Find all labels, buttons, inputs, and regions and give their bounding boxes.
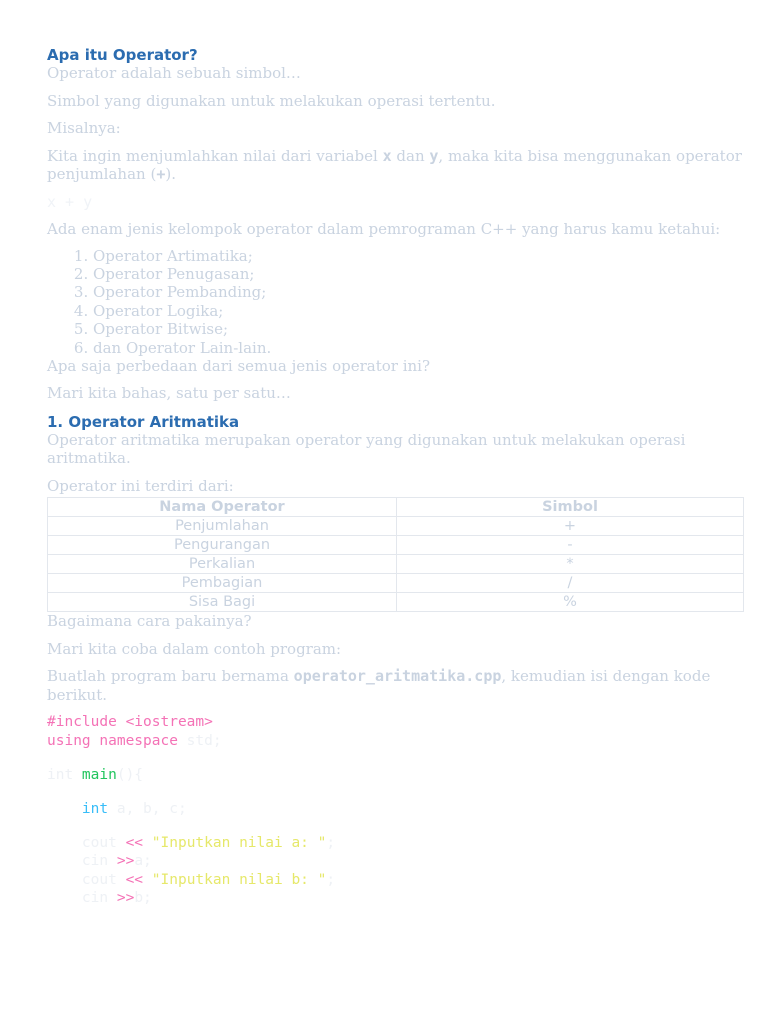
table-row — [48, 574, 744, 593]
list-item: 6. dan Operator Lain-lain. — [93, 339, 742, 357]
paragraph: Operator adalah sebuah simbol… — [47, 64, 301, 82]
paragraph: Simbol yang digunakan untuk melakukan operasi tertentu. — [47, 91, 496, 110]
table-cell: + — [397, 517, 744, 536]
paragraph: Operator aritmatika merupakan operator yang digunakan untuk melakukan operasi aritmatika. — [47, 430, 686, 468]
paragraph: Buatlah program baru bernama operator_aritmatika.cpp, kemudian isi dengan kode berikut. — [47, 667, 711, 704]
paragraph: Apa saja perbedaan dari semua jenis operator ini? — [47, 356, 431, 375]
paragraph: Operator ini terdiri dari: — [47, 476, 234, 495]
inline-code-y: y — [429, 146, 439, 165]
table-cell: Pengurangan — [48, 536, 397, 555]
code-using: using namespace — [47, 732, 178, 749]
paragraph-example: Kita ingin menjumlahkan nilai dari variabel x dan y, maka kita bisa menggunakan operator penjumlahan (+). — [47, 146, 742, 183]
table-row — [48, 593, 744, 612]
table-cell: * — [397, 555, 744, 574]
table-cell: / — [397, 574, 744, 593]
list-item: 2. Operator Penugasan; — [93, 265, 742, 283]
operator-table — [47, 497, 744, 612]
heading-apa-itu-operator: Apa itu Operator? — [47, 46, 198, 64]
table-cell: Pembagian — [48, 574, 397, 593]
paragraph: Mari kita bahas, satu per satu… — [47, 384, 291, 403]
list-item: 5. Operator Bitwise; — [93, 320, 742, 338]
inline-code-x: x — [382, 146, 392, 165]
operator-list — [47, 247, 742, 357]
heading-operator-aritmatika: 1. Operator Aritmatika — [47, 412, 240, 431]
table-cell: % — [397, 593, 744, 612]
table-cell: Penjumlahan — [48, 517, 397, 536]
inline-code-plus: + — [156, 165, 166, 183]
list-item: 4. Operator Logika; — [93, 302, 742, 320]
paragraph: Misalnya: — [47, 119, 121, 137]
code-block: #include <iostream> using namespace std; int main(){ int a, b, c; cout << "Inputkan nilai a: "; cin >>a; cout << "Inputkan nilai b: "; cin >>b; — [47, 714, 336, 906]
table-cell: Sisa Bagi — [48, 593, 397, 612]
paragraph: Ada enam jenis kelompok operator dalam pemrograman C++ yang harus kamu ketahui: — [47, 220, 721, 238]
table-row — [48, 536, 744, 555]
code-include: #include <iostream> — [47, 714, 213, 731]
table-header: Nama Operator — [48, 498, 397, 517]
table-cell: Perkalian — [48, 555, 397, 574]
list-item: 1. Operator Artimatika; — [93, 247, 742, 265]
list-item: 3. Operator Pembanding; — [93, 283, 742, 301]
inline-code-filename: operator_aritmatika.cpp — [293, 667, 502, 686]
table-header: Simbol — [397, 498, 744, 517]
table-row — [48, 517, 744, 536]
paragraph: Mari kita coba dalam contoh program: — [47, 639, 342, 658]
code-int: int — [81, 801, 109, 818]
table-cell: - — [397, 536, 744, 555]
table-row — [48, 555, 744, 574]
table-header-row — [48, 498, 744, 517]
code-main: main — [81, 766, 117, 783]
paragraph: Bagaimana cara pakainya? — [47, 612, 252, 631]
expression-code: x + y — [47, 192, 93, 211]
